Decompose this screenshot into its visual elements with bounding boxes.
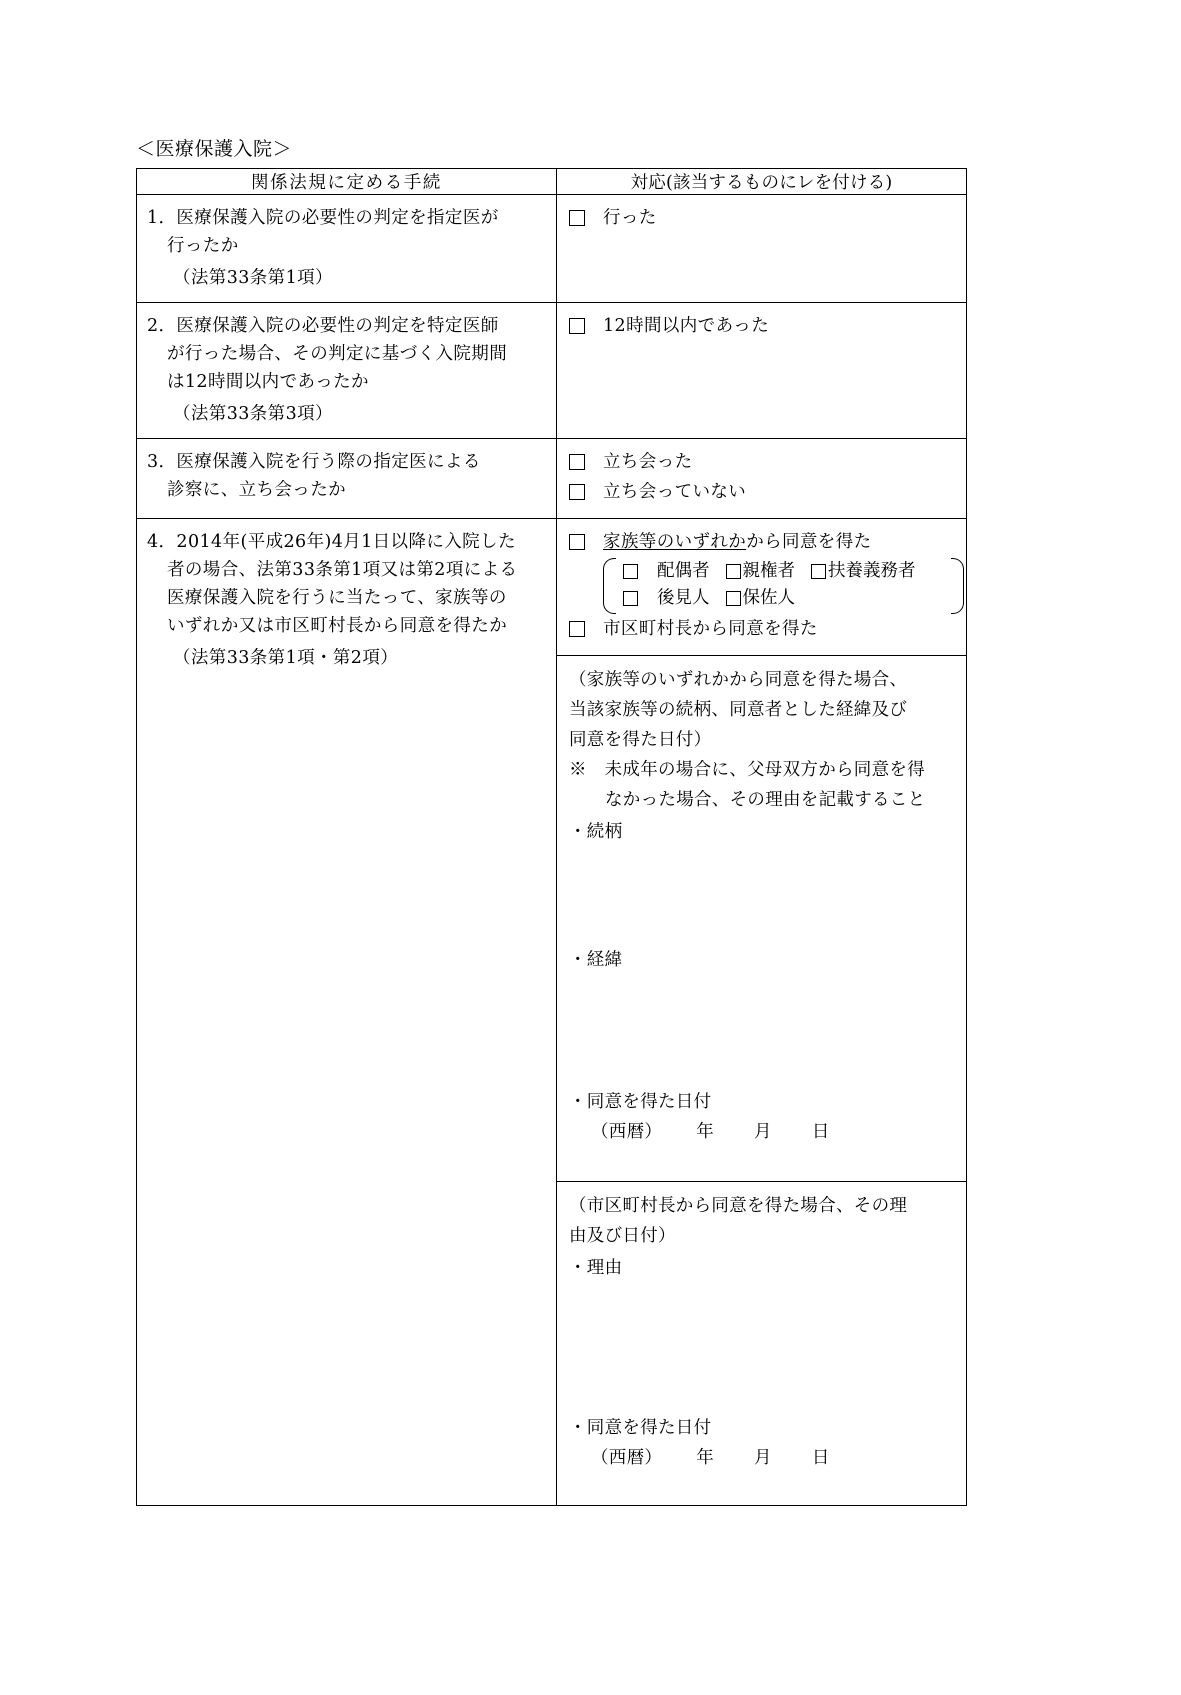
city-consent-note-cell — [557, 1182, 967, 1506]
write-in-area-reason[interactable] — [569, 1283, 960, 1411]
note-heading-line: 由及び日付） — [569, 1226, 676, 1246]
write-in-area-relationship[interactable] — [569, 847, 960, 943]
date-month-label: 月 — [754, 1122, 772, 1142]
table-row — [137, 439, 967, 519]
checkbox-icon[interactable] — [726, 564, 741, 579]
law-reference: （法第33条第1項） — [173, 268, 333, 288]
checkbox-label: 立ち会った — [603, 452, 693, 472]
checkbox-label: 親権者 — [742, 561, 795, 581]
response-cell-4 — [557, 519, 967, 656]
note-heading-line: 同意を得た日付） — [569, 730, 712, 750]
date-month-label: 月 — [754, 1448, 772, 1468]
date-era-label: （西暦） — [591, 1448, 663, 1468]
checkbox-option[interactable] — [569, 448, 960, 476]
table-row — [137, 195, 967, 303]
checkbox-label: 保佐人 — [742, 588, 795, 608]
note-heading-line: （市区町村長から同意を得た場合、その理 — [569, 1196, 908, 1216]
question-line: 1．医療保護入院の必要性の判定を指定医が — [147, 208, 499, 228]
family-member-row — [617, 558, 960, 585]
checkbox-icon[interactable] — [569, 534, 585, 550]
question-line: 2．医療保護入院の必要性の判定を特定医師 — [147, 316, 499, 336]
bracket-left-icon — [603, 558, 616, 614]
date-era-label: （西暦） — [591, 1122, 663, 1142]
checkbox-label: 扶養義務者 — [828, 561, 916, 581]
family-member-row — [617, 585, 960, 612]
checkbox-icon[interactable] — [623, 564, 638, 579]
question-line: 行ったか — [167, 236, 239, 256]
page-title: ＜医療保護入院＞ — [136, 138, 293, 160]
family-consent-note-cell — [557, 656, 967, 1182]
question-line: 4．2014年(平成26年)4月1日以降に入院した — [147, 532, 516, 552]
date-year-label: 年 — [696, 1448, 715, 1468]
date-day-label: 日 — [811, 1122, 830, 1142]
note-heading-line: 当該家族等の続柄、同意者とした経緯及び — [569, 700, 908, 720]
question-line: は12時間以内であったか — [167, 372, 369, 392]
question-line: が行った場合、その判定に基づく入院期間 — [167, 344, 508, 364]
question-cell-1 — [137, 195, 557, 303]
checkbox-label: 後見人 — [657, 588, 710, 608]
question-line: 診察に、立ち会ったか — [167, 480, 346, 500]
response-cell-2 — [557, 303, 967, 439]
law-reference: （法第33条第3項） — [173, 404, 333, 424]
field-label-consent-date: ・同意を得た日付 — [569, 1092, 712, 1112]
checkbox-label: 立ち会っていない — [603, 482, 747, 502]
note-asterisk-line: なかった場合、その理由を記載すること — [605, 790, 926, 810]
question-line: いずれか又は市区町村長から同意を得たか — [167, 616, 508, 636]
checkbox-option-family[interactable] — [569, 528, 960, 556]
question-line: 医療保護入院を行うに当たって、家族等の — [167, 588, 507, 608]
response-cell-3 — [557, 439, 967, 519]
law-reference: （法第33条第1項・第2項） — [173, 648, 399, 668]
checkbox-label-rest: から同意を得た — [746, 532, 872, 552]
checkbox-label-underlined: 家族等のいずれか — [603, 532, 747, 552]
date-line[interactable] — [569, 1117, 960, 1147]
checkbox-label — [603, 528, 872, 556]
question-cell-2 — [137, 303, 557, 439]
checkbox-label: 行った — [603, 208, 657, 228]
procedure-table — [136, 168, 967, 1506]
checkbox-label: 市区町村長から同意を得た — [603, 619, 818, 639]
checkbox-option[interactable] — [569, 478, 960, 506]
field-label-circumstances: ・経緯 — [569, 950, 623, 970]
checkbox-icon[interactable] — [726, 591, 741, 606]
table-row — [137, 303, 967, 439]
field-label-relationship: ・続柄 — [569, 822, 623, 842]
table-row — [137, 519, 967, 656]
checkbox-label: 配偶者 — [657, 561, 710, 581]
question-line: 者の場合、法第33条第1項又は第2項による — [167, 560, 518, 580]
checkbox-option[interactable] — [569, 204, 960, 232]
checkbox-icon[interactable] — [569, 621, 585, 637]
checkbox-icon[interactable] — [569, 484, 585, 500]
table-header-row — [137, 169, 967, 195]
field-label-consent-date: ・同意を得た日付 — [569, 1418, 712, 1438]
checkbox-icon[interactable] — [811, 564, 826, 579]
note-heading-line: （家族等のいずれかから同意を得た場合、 — [569, 670, 908, 690]
checkbox-icon[interactable] — [569, 454, 585, 470]
question-cell-3 — [137, 439, 557, 519]
response-cell-1 — [557, 195, 967, 303]
date-line[interactable] — [569, 1443, 960, 1473]
field-label-reason: ・理由 — [569, 1258, 623, 1278]
family-member-group — [603, 558, 960, 612]
checkbox-option[interactable] — [569, 312, 960, 340]
checkbox-icon[interactable] — [569, 318, 585, 334]
checkbox-icon[interactable] — [623, 591, 638, 606]
question-cell-4 — [137, 519, 557, 1506]
header-cell-response: 対応(該当するものにレを付ける) — [557, 169, 967, 195]
note-asterisk-line: ※ 未成年の場合に、父母双方から同意を得 — [569, 760, 925, 780]
header-cell-procedures: 関係法規に定める手続 — [137, 169, 557, 195]
checkbox-option-city[interactable] — [569, 615, 960, 643]
date-year-label: 年 — [696, 1122, 715, 1142]
bracket-right-icon — [951, 558, 964, 614]
checkbox-icon[interactable] — [569, 210, 585, 226]
date-day-label: 日 — [811, 1448, 830, 1468]
question-line: 3．医療保護入院を行う際の指定医による — [147, 452, 481, 472]
checkbox-label: 12時間以内であった — [603, 316, 770, 336]
write-in-area-circumstances[interactable] — [569, 975, 960, 1085]
